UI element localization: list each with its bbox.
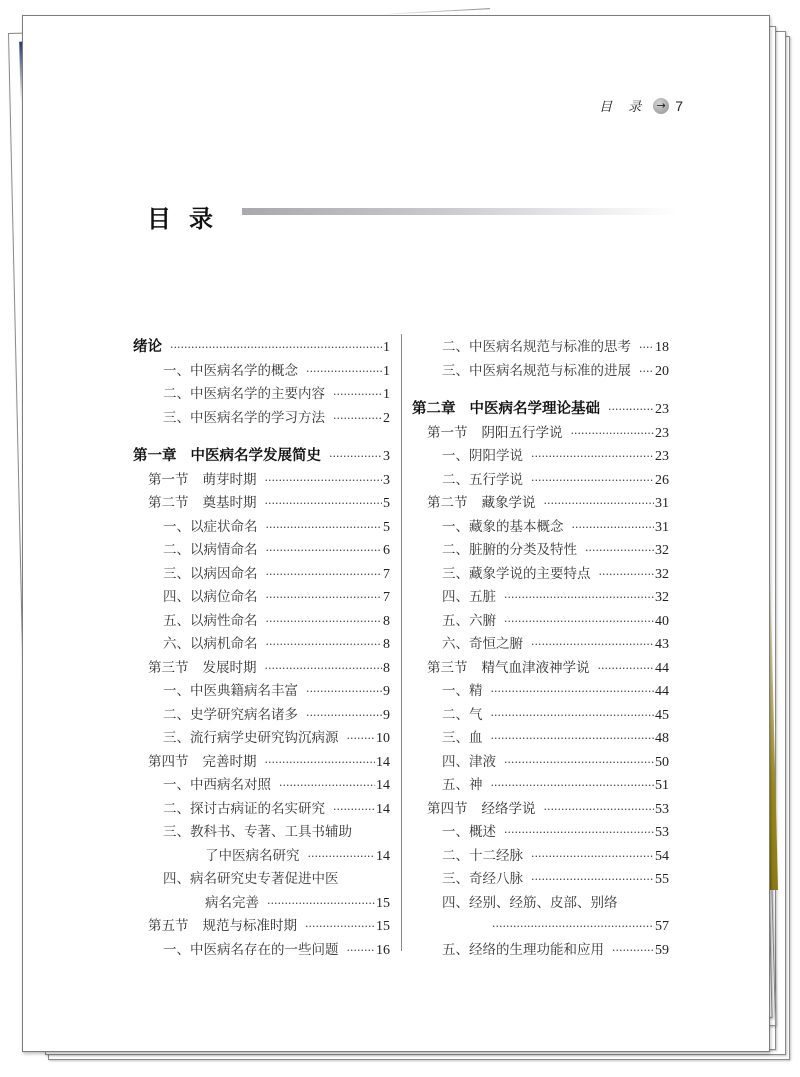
leader-dots bbox=[305, 915, 375, 939]
running-head bbox=[599, 96, 683, 115]
toc-entry-page: 14 bbox=[376, 754, 390, 770]
toc-entry-title: 中医病名学发展简史 bbox=[190, 448, 321, 464]
toc-entry-page: 8 bbox=[383, 613, 390, 629]
toc-entry-page: 14 bbox=[376, 778, 390, 793]
toc-entry-item[interactable] bbox=[412, 845, 669, 869]
toc-entry-section[interactable] bbox=[133, 492, 390, 516]
leader-dots bbox=[544, 492, 655, 516]
toc-entry-title: 五、六腑 bbox=[442, 612, 496, 629]
leader-dots bbox=[266, 563, 383, 587]
toc-entry-section[interactable] bbox=[133, 469, 390, 493]
leader-dots bbox=[347, 939, 376, 963]
toc-entry-item[interactable] bbox=[412, 360, 669, 384]
toc-entry-title: 完善时期 bbox=[202, 753, 257, 770]
toc-entry-section[interactable] bbox=[412, 798, 669, 822]
toc-entry-title: 经络学说 bbox=[481, 800, 536, 817]
leader-dots bbox=[266, 610, 383, 634]
toc-entry-page: 3 bbox=[383, 472, 390, 488]
leader-dots bbox=[612, 939, 654, 963]
toc-entry-page: 23 bbox=[655, 449, 669, 464]
toc-entry-page: 15 bbox=[376, 895, 390, 911]
toc-entry-title: 三、藏象学说的主要特点 bbox=[442, 565, 591, 582]
leader-dots bbox=[544, 798, 655, 822]
leader-dots bbox=[306, 680, 382, 704]
toc-entry-item[interactable] bbox=[133, 539, 390, 563]
toc-entry-title: 一、中医病名存在的一些问题 bbox=[163, 941, 339, 958]
toc-entry-page: 50 bbox=[655, 754, 669, 770]
toc-entry-section[interactable] bbox=[133, 751, 390, 775]
toc-entry-section[interactable] bbox=[412, 422, 669, 446]
leader-dots bbox=[572, 516, 655, 540]
toc-entry-title-continuation: 病名完善 bbox=[205, 894, 259, 911]
toc-entry-page: 31 bbox=[655, 519, 669, 535]
toc-entry-item[interactable] bbox=[133, 633, 390, 657]
toc-entry-title: 中医病名学理论基础 bbox=[469, 401, 600, 417]
leader-dots bbox=[265, 751, 376, 775]
toc-entry-item[interactable] bbox=[412, 610, 669, 634]
leader-dots bbox=[329, 445, 382, 469]
toc-entry-page: 20 bbox=[655, 363, 669, 379]
toc-entry-item[interactable] bbox=[133, 563, 390, 587]
toc-section-number: 第三节 bbox=[148, 659, 189, 676]
toc-entry-page: 45 bbox=[655, 707, 669, 723]
toc-entry-item[interactable] bbox=[412, 633, 669, 657]
toc-entry-page: 9 bbox=[383, 707, 390, 723]
toc-entry-chapter[interactable] bbox=[133, 336, 390, 360]
leader-dots bbox=[266, 516, 383, 540]
toc-entry-title: 五、以病性命名 bbox=[163, 612, 258, 629]
toc-entry-title: 二、脏腑的分类及特性 bbox=[442, 542, 577, 558]
toc-entry-item[interactable] bbox=[133, 383, 390, 407]
leader-dots bbox=[531, 633, 654, 657]
running-head-title: 目 录 bbox=[599, 100, 648, 115]
toc-entry-title: 一、中医病名学的概念 bbox=[163, 362, 298, 379]
toc-entry-page: 8 bbox=[383, 660, 390, 676]
leader-dots bbox=[598, 657, 655, 681]
toc-entry-title: 绪论 bbox=[133, 339, 162, 355]
leader-dots bbox=[306, 704, 382, 728]
leader-dots bbox=[504, 821, 654, 845]
leader-dots bbox=[531, 868, 654, 892]
toc-entry-page: 55 bbox=[655, 872, 669, 887]
toc-entry-title: 一、以症状命名 bbox=[163, 518, 258, 535]
leader-dots bbox=[333, 383, 382, 407]
toc-entry-item[interactable] bbox=[133, 586, 390, 610]
toc-entry-item-continuation[interactable] bbox=[133, 892, 390, 916]
toc-section-number: 第二节 bbox=[148, 495, 189, 511]
leader-dots bbox=[571, 422, 655, 446]
toc-entry-title: 四、五脏 bbox=[442, 589, 496, 605]
toc-entry-title: 一、精 bbox=[442, 683, 483, 699]
toc-entry-title: 五、神 bbox=[442, 777, 483, 793]
toc-entry-page: 8 bbox=[383, 637, 390, 652]
toc-entry-page: 40 bbox=[655, 613, 669, 629]
toc-entry-title: 四、以病位命名 bbox=[163, 589, 258, 605]
toc-entry-item-continuation[interactable] bbox=[133, 845, 390, 869]
leader-dots bbox=[333, 798, 375, 822]
toc-entry-title: 三、中医病名学的学习方法 bbox=[163, 409, 325, 426]
toc-section-number: 第四节 bbox=[427, 800, 468, 817]
toc-entry-title: 六、以病机命名 bbox=[163, 636, 258, 652]
toc-entry-page: 1 bbox=[383, 387, 390, 402]
toc-entry-page: 18 bbox=[655, 340, 669, 355]
toc-entry-title: 六、奇恒之腑 bbox=[442, 636, 523, 652]
toc-entry-title: 萌芽时期 bbox=[202, 471, 257, 488]
toc-entry-title: 五、经络的生理功能和应用 bbox=[442, 941, 604, 958]
leader-dots bbox=[491, 774, 655, 798]
title-rule bbox=[242, 208, 678, 215]
toc-entry-section[interactable] bbox=[412, 492, 669, 516]
toc-entry-title: 一、概述 bbox=[442, 824, 496, 840]
arrow-right-circle-icon: → bbox=[653, 98, 669, 114]
toc-entry-page: 15 bbox=[376, 919, 390, 934]
leader-dots bbox=[266, 586, 383, 610]
toc-entry-item[interactable] bbox=[412, 445, 669, 469]
leader-dots bbox=[491, 704, 655, 728]
toc-entry-item[interactable] bbox=[133, 680, 390, 704]
toc-entry-title: 规范与标准时期 bbox=[202, 918, 297, 934]
toc-entry-page: 9 bbox=[383, 684, 390, 699]
toc-entry-page: 44 bbox=[655, 660, 669, 676]
toc-entry-title: 三、奇经八脉 bbox=[442, 871, 523, 887]
toc-entry-page: 5 bbox=[383, 519, 390, 535]
leader-dots bbox=[504, 610, 654, 634]
toc-entry-title: 发展时期 bbox=[202, 659, 257, 676]
toc-section-number: 第五节 bbox=[148, 918, 189, 934]
toc-entry-page: 2 bbox=[383, 410, 390, 426]
toc-entry-page: 23 bbox=[655, 425, 669, 441]
toc-entry-title: 一、藏象的基本概念 bbox=[442, 518, 564, 535]
toc-entry-item[interactable] bbox=[412, 892, 669, 916]
toc-entry-page: 32 bbox=[655, 566, 669, 582]
toc-section-number: 第三节 bbox=[427, 659, 468, 676]
toc-entry-chapter[interactable] bbox=[412, 398, 669, 422]
toc-entry-title: 四、病名研究史专著促进中医 bbox=[163, 871, 339, 887]
toc-entry-page: 14 bbox=[376, 848, 390, 864]
toc-entry-title: 一、阴阳学说 bbox=[442, 448, 523, 464]
toc-entry-item[interactable] bbox=[133, 610, 390, 634]
toc-entry-title: 精气血津液神学说 bbox=[481, 659, 590, 676]
toc-entry-item[interactable] bbox=[412, 469, 669, 493]
toc-entry-item[interactable] bbox=[133, 774, 390, 798]
toc-entry-item[interactable] bbox=[412, 751, 669, 775]
toc-entry-item[interactable] bbox=[412, 727, 669, 751]
toc-entry-title: 三、血 bbox=[442, 730, 483, 746]
page-title: 目录 bbox=[147, 205, 231, 233]
toc-entry-item[interactable] bbox=[412, 680, 669, 704]
toc-entry-page: 7 bbox=[383, 590, 390, 605]
toc-entry-page: 59 bbox=[655, 942, 669, 958]
leader-dots bbox=[265, 657, 383, 681]
leader-dots bbox=[170, 336, 382, 360]
toc-entry-item[interactable] bbox=[412, 586, 669, 610]
toc-entry-item-continuation[interactable] bbox=[412, 915, 669, 939]
toc-entry-item[interactable] bbox=[412, 939, 669, 963]
toc-entry-item[interactable] bbox=[412, 868, 669, 892]
toc-entry-title: 二、中医病名规范与标准的思考 bbox=[442, 339, 631, 355]
leader-dots bbox=[308, 845, 376, 869]
toc-entry-section[interactable] bbox=[412, 657, 669, 681]
toc-entry-page: 26 bbox=[655, 472, 669, 488]
toc-entry-item[interactable] bbox=[412, 563, 669, 587]
column-divider bbox=[401, 334, 402, 951]
toc-entry-page: 48 bbox=[655, 731, 669, 746]
toc-entry-item[interactable] bbox=[412, 539, 669, 563]
leader-dots bbox=[492, 915, 654, 939]
toc-entry-item[interactable] bbox=[412, 704, 669, 728]
toc-entry-item[interactable] bbox=[133, 798, 390, 822]
toc-entry-item[interactable] bbox=[133, 939, 390, 963]
toc-entry-item[interactable] bbox=[133, 360, 390, 384]
toc-entry-title: 二、五行学说 bbox=[442, 471, 523, 488]
leader-dots bbox=[504, 586, 654, 610]
leader-dots bbox=[266, 633, 383, 657]
leader-dots bbox=[333, 407, 382, 431]
toc-section-number: 第二节 bbox=[427, 495, 468, 511]
toc-entry-page: 54 bbox=[655, 848, 669, 864]
toc-entry-title: 阴阳五行学说 bbox=[481, 424, 563, 441]
toc-entry-page: 6 bbox=[383, 543, 390, 558]
leader-dots bbox=[599, 563, 655, 587]
leader-dots bbox=[531, 845, 654, 869]
toc-entry-chapter[interactable] bbox=[133, 445, 390, 469]
toc-entry-page: 7 bbox=[383, 566, 390, 582]
toc-entry-title: 三、流行病学史研究钩沉病源 bbox=[163, 730, 339, 746]
leader-dots bbox=[265, 492, 383, 516]
toc-entry-item[interactable] bbox=[412, 516, 669, 540]
leader-dots bbox=[347, 727, 376, 751]
toc-entry-page: 23 bbox=[655, 402, 669, 417]
toc-entry-page: 5 bbox=[383, 496, 390, 511]
toc-entry-item[interactable] bbox=[412, 774, 669, 798]
toc-entry-title: 奠基时期 bbox=[202, 495, 257, 511]
toc-entry-title: 三、教科书、专著、工具书辅助 bbox=[163, 824, 352, 840]
toc-entry-item[interactable] bbox=[133, 407, 390, 431]
toc-entry-title: 一、中医典籍病名丰富 bbox=[163, 683, 298, 699]
toc-entry-title: 二、十二经脉 bbox=[442, 847, 523, 864]
leader-dots bbox=[306, 360, 382, 384]
toc-entry-item[interactable] bbox=[412, 821, 669, 845]
toc-entry-page: 57 bbox=[655, 919, 669, 934]
toc-entry-page: 53 bbox=[655, 801, 669, 817]
toc-entry-title: 四、经别、经筋、皮部、别络 bbox=[442, 894, 618, 911]
leader-dots bbox=[639, 336, 654, 360]
leader-dots bbox=[531, 469, 654, 493]
toc-entry-section[interactable] bbox=[133, 657, 390, 681]
leader-dots bbox=[639, 360, 654, 384]
toc-column-left bbox=[133, 336, 390, 962]
toc-entry-page: 32 bbox=[655, 590, 669, 605]
toc-chapter-number: 第二章 bbox=[412, 401, 456, 417]
leader-dots bbox=[608, 398, 654, 422]
toc-entry-item[interactable] bbox=[412, 336, 669, 360]
toc-entry-title: 二、气 bbox=[442, 706, 483, 723]
toc-entry-title: 三、中医病名规范与标准的进展 bbox=[442, 362, 631, 379]
toc-entry-page: 10 bbox=[376, 731, 390, 746]
toc-entry-page: 32 bbox=[655, 543, 669, 558]
toc-entry-item[interactable] bbox=[133, 727, 390, 751]
leader-dots bbox=[491, 680, 655, 704]
toc-entry-title: 二、史学研究病名诸多 bbox=[163, 706, 298, 723]
toc-entry-page: 16 bbox=[376, 942, 390, 958]
book-page bbox=[22, 15, 770, 1052]
leader-dots bbox=[491, 727, 655, 751]
leader-dots bbox=[279, 774, 375, 798]
page-number: 7 bbox=[675, 97, 683, 114]
toc-section-number: 第四节 bbox=[148, 753, 189, 770]
toc-entry-page: 1 bbox=[383, 340, 390, 355]
toc-entry-item[interactable] bbox=[133, 516, 390, 540]
toc-entry-page: 14 bbox=[376, 801, 390, 817]
toc-entry-section[interactable] bbox=[133, 915, 390, 939]
toc-entry-page: 43 bbox=[655, 637, 669, 652]
toc-section-number: 第一节 bbox=[148, 471, 189, 488]
toc-entry-title: 四、津液 bbox=[442, 753, 496, 770]
toc-entry-item[interactable] bbox=[133, 868, 390, 892]
toc-entry-title: 二、中医病名学的主要内容 bbox=[163, 386, 325, 402]
toc-entry-item[interactable] bbox=[133, 704, 390, 728]
toc-entry-page: 3 bbox=[383, 449, 390, 464]
toc-section-number: 第一节 bbox=[427, 424, 468, 441]
leader-dots bbox=[267, 892, 375, 916]
toc-entry-page: 44 bbox=[655, 684, 669, 699]
toc-entry-title: 藏象学说 bbox=[481, 495, 536, 511]
toc-entry-title: 三、以病因命名 bbox=[163, 565, 258, 582]
toc-entry-page: 53 bbox=[655, 825, 669, 840]
toc-entry-page: 51 bbox=[655, 778, 669, 793]
toc-entry-page: 31 bbox=[655, 496, 669, 511]
toc-entry-item[interactable] bbox=[133, 821, 390, 845]
leader-dots bbox=[585, 539, 654, 563]
leader-dots bbox=[266, 539, 383, 563]
leader-dots bbox=[265, 469, 383, 493]
toc-entry-title: 一、中西病名对照 bbox=[163, 777, 271, 793]
toc-entry-page: 1 bbox=[383, 363, 390, 379]
toc-column-right bbox=[412, 336, 669, 962]
leader-dots bbox=[504, 751, 654, 775]
toc-entry-title: 二、探讨古病证的名实研究 bbox=[163, 800, 325, 817]
toc-chapter-number: 第一章 bbox=[133, 448, 177, 464]
toc-entry-title-continuation: 了中医病名研究 bbox=[205, 847, 300, 864]
leader-dots bbox=[531, 445, 654, 469]
toc-entry-title: 二、以病情命名 bbox=[163, 542, 258, 558]
